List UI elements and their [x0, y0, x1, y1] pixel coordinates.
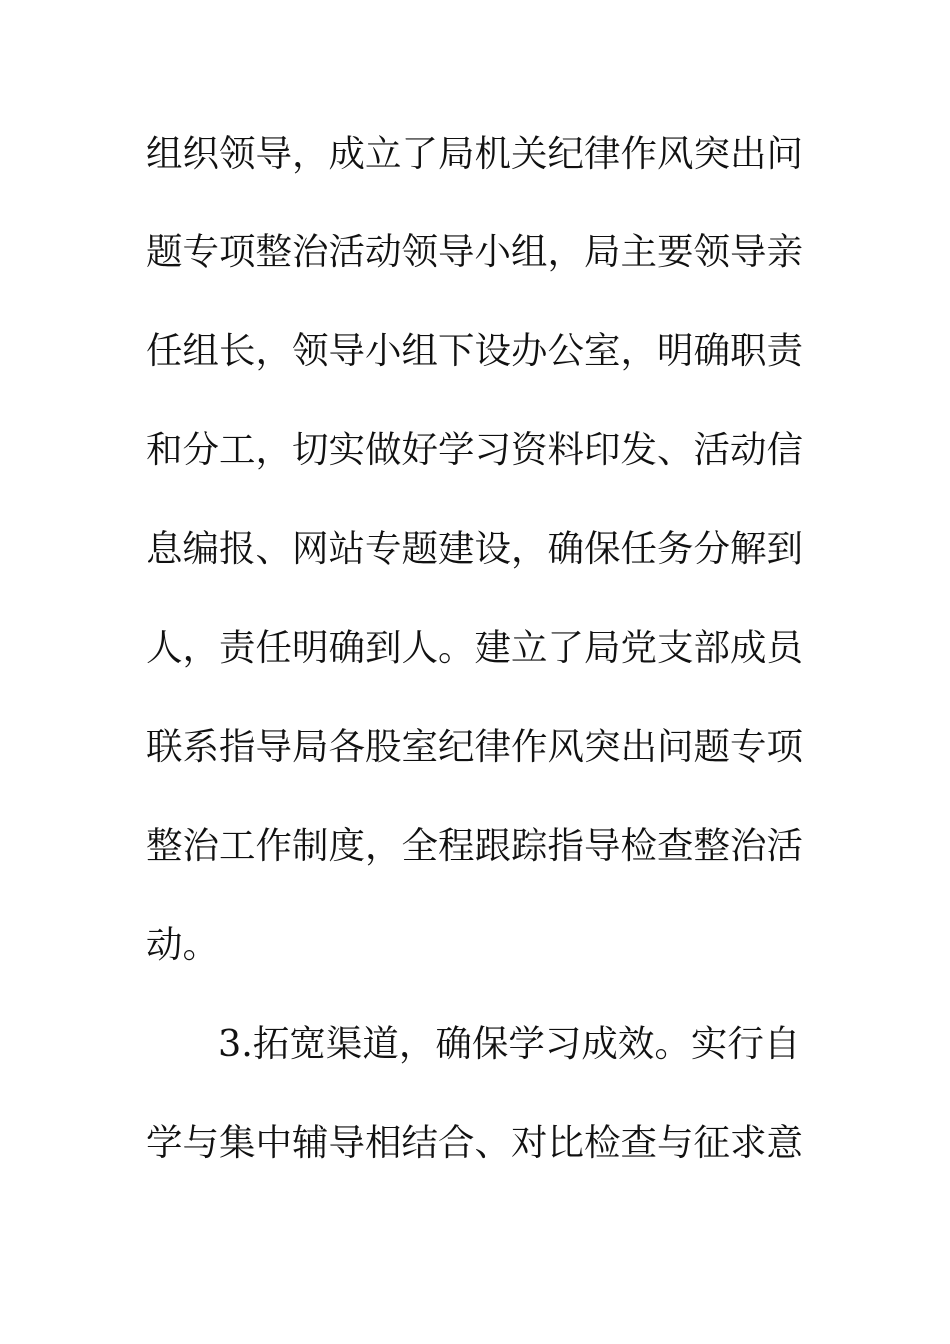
paragraph-heading-line: 3.拓宽渠道，确保学习成效。实行自 [218, 1022, 801, 1065]
body-text-line: 和分工，切实做好学习资料印发、活动信 [146, 428, 803, 471]
body-text-line: 任组长，领导小组下设办公室，明确职责 [146, 329, 803, 372]
body-text-line: 人，责任明确到人。建立了局党支部成员 [146, 626, 803, 669]
body-text-line: 息编报、网站专题建设，确保任务分解到 [146, 527, 803, 570]
body-text-line: 整治工作制度，全程跟踪指导检查整治活 [146, 824, 803, 867]
body-text-line: 联系指导局各股室纪律作风突出问题专项 [146, 725, 803, 768]
body-text-line: 动。 [146, 923, 219, 966]
body-text-line: 题专项整治活动领导小组，局主要领导亲 [146, 230, 803, 273]
body-text-line: 学与集中辅导相结合、对比检查与征求意 [146, 1121, 803, 1164]
body-text-line: 组织领导，成立了局机关纪律作风突出问 [146, 132, 803, 175]
